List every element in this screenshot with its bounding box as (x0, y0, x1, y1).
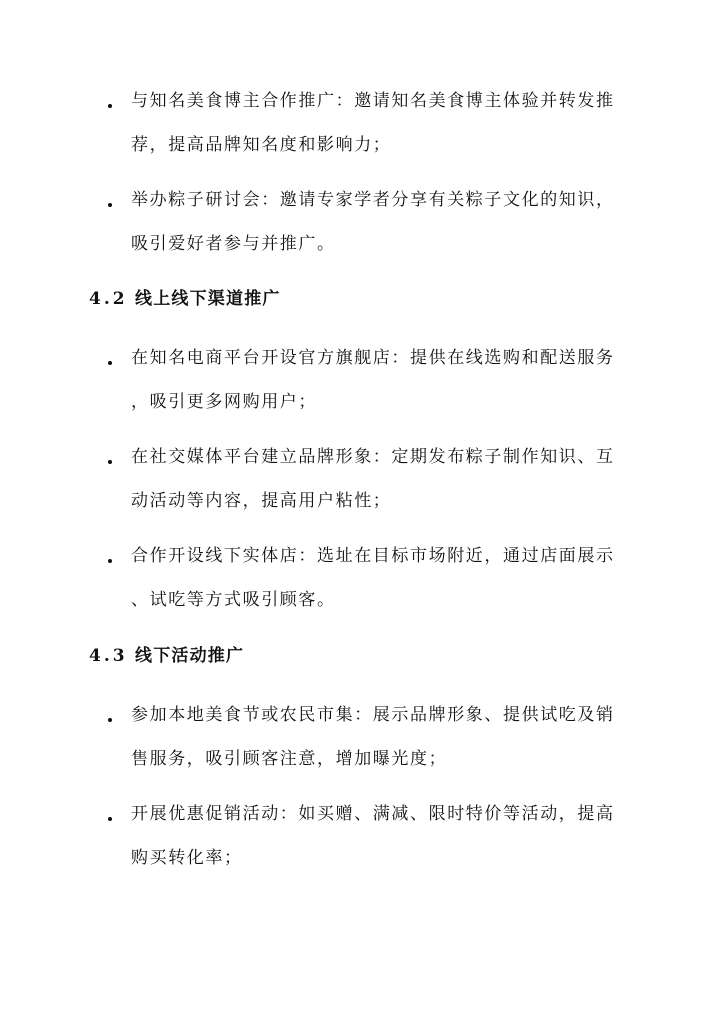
list-item-line: 参加本地美食节或农民市集：展示品牌形象、提供试吃及销 (131, 705, 615, 725)
list-item-line: 在知名电商平台开设官方旗舰店：提供在线选购和配送服务 (131, 348, 615, 368)
section-number: 4.2 (89, 289, 128, 309)
section-number: 4.3 (89, 646, 128, 666)
list-item-line: 购买转化率； (131, 848, 243, 868)
bullet-dot (108, 460, 112, 464)
list-item-line: 吸引爱好者参与并推广。 (131, 234, 336, 254)
list-item-line: 与知名美食博主合作推广：邀请知名美食博主体验并转发推 (131, 91, 615, 111)
section-title: 线上线下渠道推广 (135, 289, 281, 309)
list-item-line: 在社交媒体平台建立品牌形象：定期发布粽子制作知识、互 (131, 447, 615, 467)
list-item-line: 荐，提高品牌知名度和影响力； (131, 135, 392, 155)
list-item-line: 开展优惠促销活动：如买赠、满减、限时特价等活动，提高 (131, 804, 615, 824)
list-item-line: 动活动等内容，提高用户粘性； (131, 491, 392, 511)
bullet-dot (108, 817, 112, 821)
bullet-dot (108, 559, 112, 563)
bullet-dot (108, 361, 112, 365)
bullet-dot (108, 203, 112, 207)
list-item-line: 合作开设线下实体店：选址在目标市场附近，通过店面展示 (131, 546, 615, 566)
bullet-dot (108, 718, 112, 722)
section-heading (89, 644, 244, 668)
section-heading (89, 287, 281, 311)
section-title: 线下活动推广 (135, 646, 245, 666)
list-item-line: 举办粽子研讨会：邀请专家学者分享有关粽子文化的知识， (131, 190, 615, 210)
bullet-dot (108, 104, 112, 108)
list-item-line: 售服务，吸引顾客注意，增加曝光度； (131, 749, 448, 769)
list-item-line: 、试吃等方式吸引顾客。 (131, 590, 336, 610)
list-item-line: ，吸引更多网购用户； (131, 392, 317, 412)
